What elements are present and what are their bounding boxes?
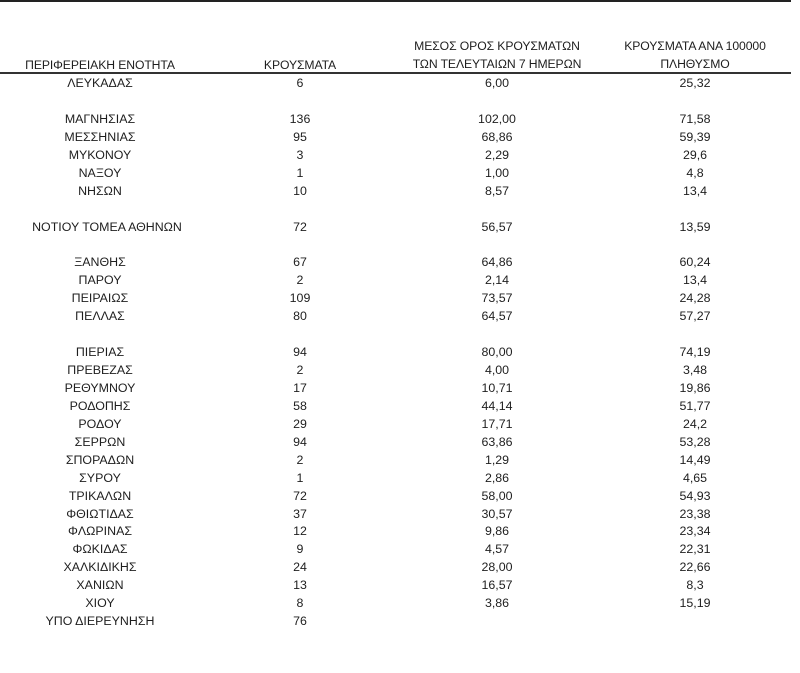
region-cell: ΧΙΟΥ xyxy=(85,596,115,611)
table-row xyxy=(0,129,800,147)
table-row xyxy=(0,183,800,201)
cases-cell: 10 xyxy=(293,183,307,198)
cases-cell: 76 xyxy=(293,614,307,629)
avg-7-days-cell: 63,86 xyxy=(481,434,513,449)
region-cell: ΣΥΡΟΥ xyxy=(79,470,121,485)
table-row xyxy=(0,272,800,290)
per-100k-cell: 24,28 xyxy=(679,291,711,306)
cases-cell: 136 xyxy=(289,111,311,126)
region-cell: ΝΟΤΙΟΥ ΤΟΜΕΑ ΑΘΗΝΩΝ xyxy=(32,219,182,234)
per-100k-cell: 8,3 xyxy=(686,578,704,593)
region-cell: ΤΡΙΚΑΛΩΝ xyxy=(68,488,132,503)
per-100k-cell: 4,65 xyxy=(682,470,708,485)
avg-7-days-cell: 80,00 xyxy=(481,345,513,360)
cases-cell: 109 xyxy=(289,291,311,306)
region-cell: ΝΑΞΟΥ xyxy=(78,165,122,180)
avg-7-days-cell: 2,29 xyxy=(484,147,510,162)
per-100k-cell: 60,24 xyxy=(679,255,711,270)
region-cell: ΡΟΔΟΥ xyxy=(78,416,122,431)
table-row xyxy=(0,75,800,93)
per-100k-cell: 24,2 xyxy=(682,416,708,431)
top-border-line xyxy=(0,0,791,2)
per-100k-cell: 71,58 xyxy=(679,111,711,126)
region-cell: ΦΛΩΡΙΝΑΣ xyxy=(67,524,132,539)
per-100k-cell: 4,8 xyxy=(686,165,704,180)
per-100k-cell: 13,4 xyxy=(682,273,708,288)
region-cell: ΧΑΛΚΙΔΙΚΗΣ xyxy=(63,560,137,575)
region-cell: ΝΗΣΩΝ xyxy=(78,183,122,198)
avg-7-days-cell: 9,86 xyxy=(484,524,510,539)
header-avg-7-days xyxy=(397,37,597,73)
cases-cell: 72 xyxy=(293,488,307,503)
table-row xyxy=(0,219,800,237)
table-row xyxy=(0,398,800,416)
avg-7-days-cell: 64,57 xyxy=(481,309,513,324)
header-cases: ΚΡΟΥΣΜΑΤΑ xyxy=(263,58,337,72)
region-cell: ΡΕΘΥΜΝΟΥ xyxy=(64,380,136,395)
per-100k-cell: 3,48 xyxy=(682,363,708,377)
cases-cell: 24 xyxy=(293,560,307,575)
region-cell: ΜΑΓΝΗΣΙΑΣ xyxy=(64,111,136,126)
avg-7-days-cell: 64,86 xyxy=(481,255,513,270)
table-row xyxy=(0,452,800,470)
avg-7-days-cell: 44,14 xyxy=(481,398,513,413)
region-cell: ΥΠΟ ΔΙΕΡΕΥΝΗΣΗ xyxy=(45,614,155,629)
region-cell: ΠΕΛΛΑΣ xyxy=(75,309,125,324)
cases-cell: 6 xyxy=(296,76,304,90)
table-row xyxy=(0,577,800,595)
table-row xyxy=(0,111,800,129)
table-row xyxy=(0,488,800,506)
avg-7-days-cell: 102,00 xyxy=(478,111,516,126)
avg-7-days-cell: 56,57 xyxy=(481,219,513,234)
header-cases-per-100k xyxy=(595,37,795,73)
table-row xyxy=(0,541,800,559)
per-100k-cell: 15,19 xyxy=(679,596,711,611)
per-100k-cell: 14,49 xyxy=(679,452,711,467)
table-row xyxy=(0,613,800,631)
avg-7-days-cell: 58,00 xyxy=(481,488,513,503)
region-cell: ΞΑΝΘΗΣ xyxy=(74,255,126,270)
region-cell: ΜΥΚΟΝΟΥ xyxy=(68,147,132,162)
cases-cell: 95 xyxy=(293,129,307,144)
avg-7-days-cell: 3,86 xyxy=(484,596,510,611)
region-cell: ΦΩΚΙΔΑΣ xyxy=(72,542,128,557)
avg-7-days-cell: 2,86 xyxy=(484,470,510,485)
header-underline xyxy=(0,72,791,74)
per-100k-cell: 23,34 xyxy=(679,524,711,539)
per-100k-cell: 59,39 xyxy=(679,129,711,144)
table-row xyxy=(0,362,800,380)
table-row xyxy=(0,559,800,577)
region-cell: ΠΙΕΡΙΑΣ xyxy=(75,345,125,360)
per-100k-cell: 54,93 xyxy=(679,488,711,503)
table-row xyxy=(0,523,800,541)
table-row xyxy=(0,147,800,165)
per-100k-cell: 57,27 xyxy=(679,309,711,324)
cases-cell: 94 xyxy=(293,345,307,360)
table-spacer-row xyxy=(0,236,800,254)
avg-7-days-cell: 8,57 xyxy=(484,183,510,198)
cases-table-body xyxy=(0,75,800,631)
cases-cell: 12 xyxy=(293,524,307,539)
header-per100k-line-2: ΠΛΗΘΥΣΜΟ xyxy=(660,57,730,71)
region-cell: ΧΑΝΙΩΝ xyxy=(76,578,124,593)
per-100k-cell: 51,77 xyxy=(679,398,711,413)
table-row xyxy=(0,344,800,362)
region-cell: ΠΑΡΟΥ xyxy=(78,273,122,288)
table-row xyxy=(0,434,800,452)
table-row xyxy=(0,308,800,326)
table-row xyxy=(0,254,800,272)
table-row xyxy=(0,595,800,613)
region-cell: ΠΕΙΡΑΙΩΣ xyxy=(71,291,129,306)
table-row xyxy=(0,380,800,398)
region-cell: ΜΕΣΣΗΝΙΑΣ xyxy=(64,129,136,144)
region-cell: ΣΠΟΡΑΔΩΝ xyxy=(65,452,135,467)
cases-cell: 1 xyxy=(296,165,304,180)
cases-cell: 2 xyxy=(296,273,304,288)
per-100k-cell: 13,59 xyxy=(679,219,711,234)
cases-cell: 9 xyxy=(296,542,304,557)
avg-7-days-cell: 2,14 xyxy=(484,273,510,288)
table-row xyxy=(0,416,800,434)
avg-7-days-cell: 73,57 xyxy=(481,291,513,306)
table-spacer-row xyxy=(0,326,800,344)
header-per100k-line-1: ΚΡΟΥΣΜΑΤΑ ΑΝΑ 100000 xyxy=(624,39,766,53)
avg-7-days-cell: 1,00 xyxy=(484,165,510,180)
table-row xyxy=(0,470,800,488)
header-avg-line-1: ΜΕΣΟΣ ΟΡΟΣ ΚΡΟΥΣΜΑΤΩΝ xyxy=(414,39,580,53)
region-cell: ΡΟΔΟΠΗΣ xyxy=(69,398,131,413)
avg-7-days-cell: 30,57 xyxy=(481,506,513,521)
per-100k-cell: 74,19 xyxy=(679,345,711,360)
per-100k-cell: 25,32 xyxy=(679,76,711,90)
cases-cell: 58 xyxy=(293,398,307,413)
per-100k-cell: 22,66 xyxy=(679,560,711,575)
cases-cell: 13 xyxy=(293,578,307,593)
header-avg-line-2: ΤΩΝ ΤΕΛΕΥΤΑΙΩΝ 7 ΗΜΕΡΩΝ xyxy=(412,57,582,71)
cases-cell: 94 xyxy=(293,434,307,449)
region-cell: ΣΕΡΡΩΝ xyxy=(74,434,126,449)
table-row xyxy=(0,165,800,183)
cases-cell: 1 xyxy=(296,470,304,485)
cases-cell: 2 xyxy=(296,363,304,377)
cases-cell: 8 xyxy=(296,596,304,611)
table-spacer-row xyxy=(0,93,800,111)
region-cell: ΛΕΥΚΑΔΑΣ xyxy=(67,76,133,90)
avg-7-days-cell: 6,00 xyxy=(484,76,510,90)
region-cell: ΦΘΙΩΤΙΔΑΣ xyxy=(66,506,134,521)
avg-7-days-cell: 1,29 xyxy=(484,452,510,467)
avg-7-days-cell: 68,86 xyxy=(481,129,513,144)
per-100k-cell: 22,31 xyxy=(679,542,711,557)
avg-7-days-cell: 4,00 xyxy=(484,363,510,377)
cases-cell: 80 xyxy=(293,309,307,324)
avg-7-days-cell: 10,71 xyxy=(481,380,513,395)
avg-7-days-cell: 28,00 xyxy=(481,560,513,575)
per-100k-cell: 23,38 xyxy=(679,506,711,521)
per-100k-cell: 53,28 xyxy=(679,434,711,449)
region-cell: ΠΡΕΒΕΖΑΣ xyxy=(67,363,133,377)
cases-cell: 37 xyxy=(293,506,307,521)
cases-cell: 17 xyxy=(293,380,307,395)
table-row xyxy=(0,290,800,308)
table-row xyxy=(0,506,800,524)
cases-cell: 3 xyxy=(296,147,304,162)
avg-7-days-cell: 16,57 xyxy=(481,578,513,593)
cases-cell: 72 xyxy=(293,219,307,234)
cases-cell: 2 xyxy=(296,452,304,467)
header-region: ΠΕΡΙΦΕΡΕΙΑΚΗ ΕΝΟΤΗΤΑ xyxy=(25,58,175,72)
cases-cell: 29 xyxy=(293,416,307,431)
per-100k-cell: 13,4 xyxy=(682,183,708,198)
table-spacer-row xyxy=(0,201,800,219)
avg-7-days-cell: 17,71 xyxy=(481,416,513,431)
cases-cell: 67 xyxy=(293,255,307,270)
avg-7-days-cell: 4,57 xyxy=(484,542,510,557)
per-100k-cell: 29,6 xyxy=(682,147,708,162)
per-100k-cell: 19,86 xyxy=(679,380,711,395)
